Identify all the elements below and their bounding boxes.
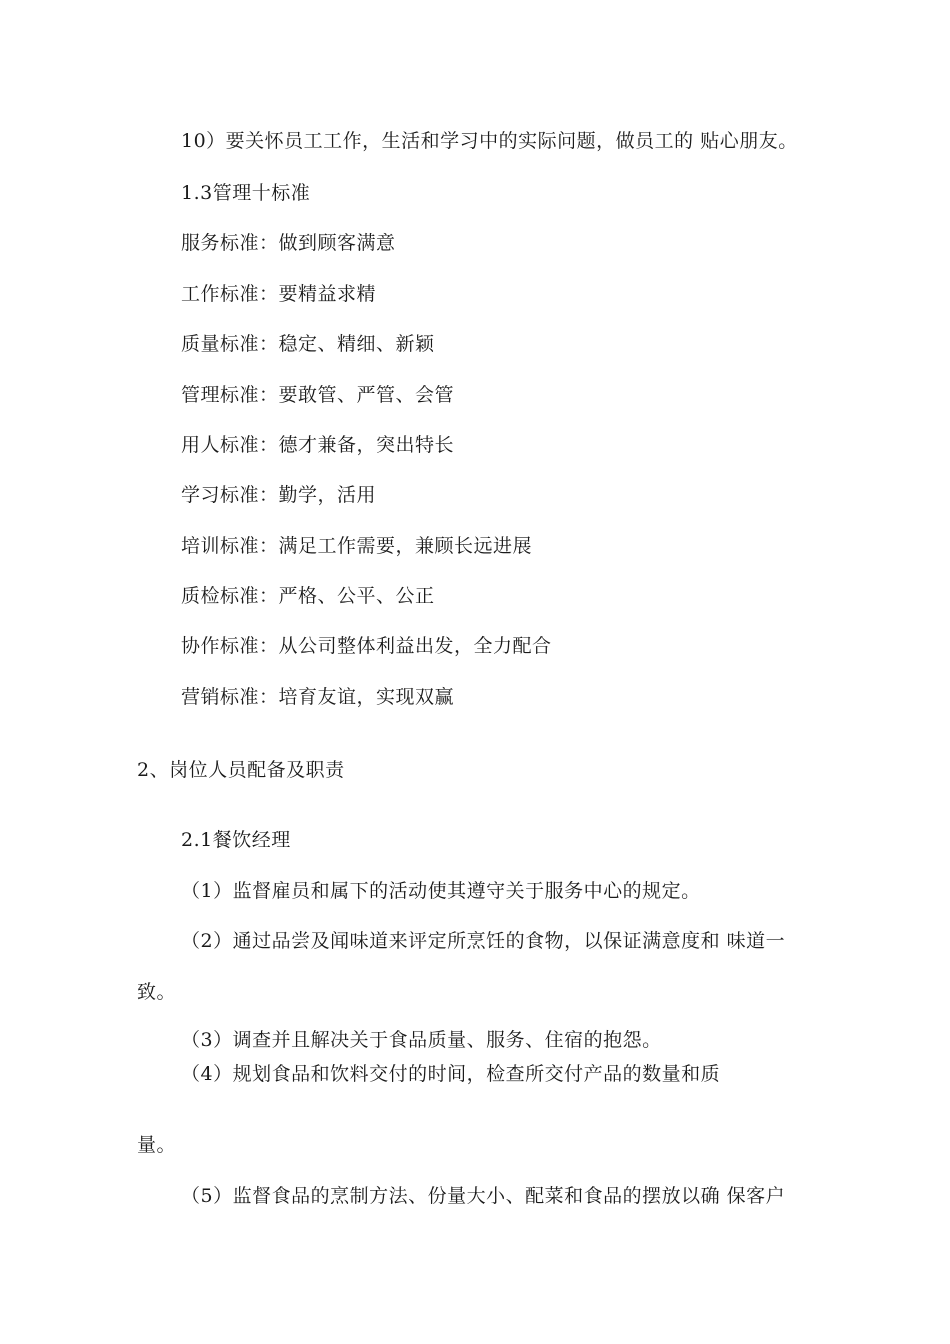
duty-item-2-continued: 致。 (137, 981, 177, 1003)
standard-work: 工作标准：要精益求精 (181, 283, 377, 305)
section-heading-2-1: 2.1餐饮经理 (181, 829, 291, 851)
paragraph-care-employees: 10）要关怀员工工作，生活和学习中的实际问题，做员工的 贴心朋友。 (181, 130, 798, 152)
standard-inspection: 质检标准：严格、公平、公正 (181, 585, 435, 607)
standard-marketing: 营销标准：培育友谊，实现双赢 (181, 686, 455, 708)
duty-item-2: （2）通过品尝及闻味道来评定所烹饪的食物，以保证满意度和 味道一 (181, 930, 786, 952)
standard-quality: 质量标准：稳定、精细、新颖 (181, 333, 435, 355)
standard-cooperation: 协作标准：从公司整体利益出发，全力配合 (181, 635, 552, 657)
section-heading-2: 2、岗位人员配备及职责 (137, 759, 345, 781)
standard-service: 服务标准：做到顾客满意 (181, 232, 396, 254)
standard-staffing: 用人标准：德才兼备，突出特长 (181, 434, 455, 456)
duty-item-4: （4）规划食品和饮料交付的时间，检查所交付产品的数量和质 (181, 1063, 721, 1085)
duty-item-3: （3）调查并且解决关于食品质量、服务、住宿的抱怨。 (181, 1029, 662, 1051)
standard-management: 管理标准：要敢管、严管、会管 (181, 384, 455, 406)
duty-item-5: （5）监督食品的烹制方法、份量大小、配菜和食品的摆放以确 保客户 (181, 1185, 786, 1207)
section-heading-1-3: 1.3管理十标准 (181, 182, 311, 204)
standard-learning: 学习标准：勤学，活用 (181, 484, 377, 506)
standard-training: 培训标准：满足工作需要，兼顾长远进展 (181, 535, 533, 557)
duty-item-4-continued: 量。 (137, 1134, 177, 1156)
duty-item-1: （1）监督雇员和属下的活动使其遵守关于服务中心的规定。 (181, 880, 701, 902)
